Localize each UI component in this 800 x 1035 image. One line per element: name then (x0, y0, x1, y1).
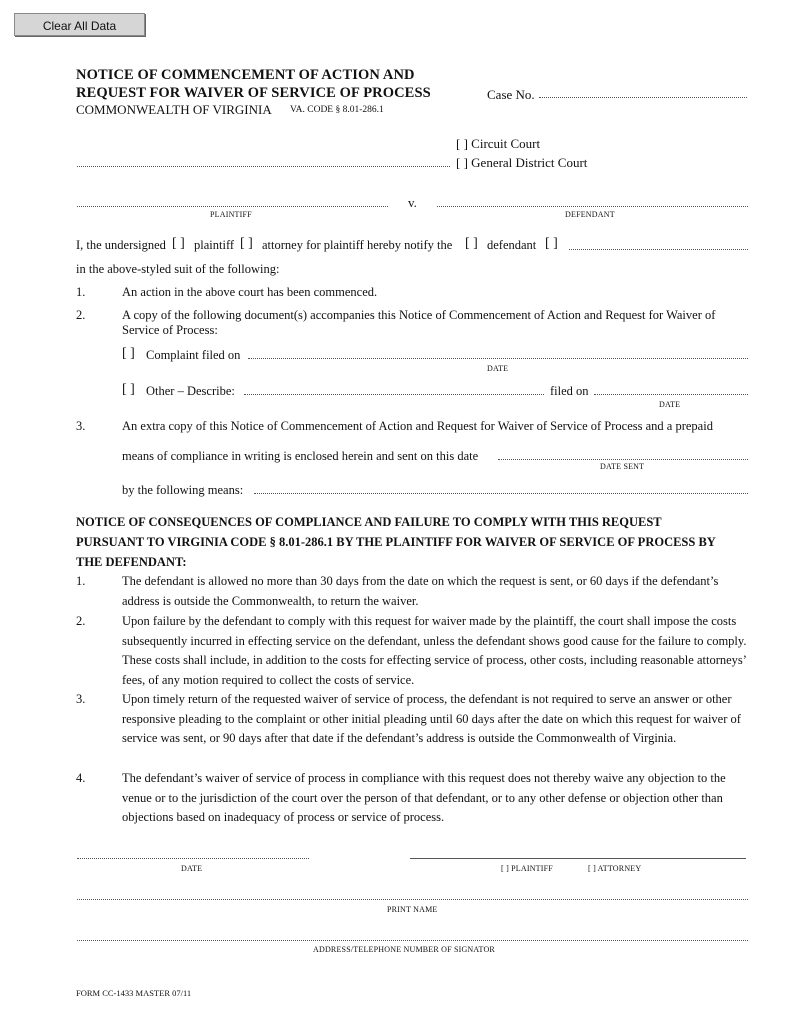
item-2-text-line2: Service of Process: (122, 323, 218, 337)
item-number: 3. (76, 692, 86, 706)
other-party-field[interactable] (569, 249, 748, 250)
versus-label: v. (408, 195, 417, 210)
item-number: 2. (76, 308, 86, 322)
print-name-caption: PRINT NAME (387, 905, 438, 914)
complaint-date-field[interactable] (248, 358, 748, 359)
item-2-text-line1: A copy of the following document(s) accompanies this Notice of Commencement of Action and Request for Waiver of (122, 308, 716, 322)
signer-plaintiff-checkbox[interactable]: [ ] PLAINTIFF (501, 864, 553, 873)
district-court-checkbox[interactable]: [ ] General District Court (456, 155, 588, 170)
defendant-caption: DEFENDANT (565, 210, 615, 219)
other-document-checkbox[interactable]: [ ] (122, 382, 135, 397)
other-party-checkbox[interactable]: [ ] (545, 236, 558, 251)
consequences-heading-line2: PURSUANT TO VIRGINIA CODE § 8.01-286.1 BY THE PLAINTIFF FOR WAIVER OF SERVICE OF PROCESS BY (76, 535, 716, 549)
plaintiff-checkbox[interactable]: [ ] (172, 236, 185, 251)
other-describe-field[interactable] (244, 394, 544, 395)
date-sent-caption: DATE SENT (600, 462, 645, 471)
defendant-field[interactable] (437, 206, 748, 207)
circuit-court-checkbox[interactable]: [ ] Circuit Court (456, 136, 541, 151)
item-number: 1. (76, 574, 86, 588)
clear-all-data-button[interactable]: Clear All Data (14, 13, 145, 36)
form-title-line2: REQUEST FOR WAIVER OF SERVICE OF PROCESS (76, 85, 431, 101)
other-date-caption: DATE (659, 400, 681, 409)
va-code-label: VA. CODE § 8.01-286.1 (290, 105, 384, 115)
plaintiff-caption: PLAINTIFF (210, 210, 252, 219)
signature-field[interactable] (410, 858, 746, 859)
signature-date-field[interactable] (77, 858, 309, 859)
complaint-label: Complaint filed on (146, 348, 241, 362)
date-sent-field[interactable] (498, 459, 748, 460)
address-caption: ADDRESS/TELEPHONE NUMBER OF SIGNATOR (313, 945, 495, 954)
attorney-option-label: attorney for plaintiff hereby notify the (262, 238, 453, 252)
means-label: by the following means: (122, 483, 244, 497)
form-title-line1: NOTICE OF COMMENCEMENT OF ACTION AND (76, 67, 415, 83)
print-name-field[interactable] (77, 899, 748, 900)
item-number: 4. (76, 771, 86, 785)
consequence-2-text: Upon failure by the defendant to comply with this request for waiver made by the plaintiff, the court shall impose the costs subsequently incurred in effecting service on the defendant, unless the defendant shows good cause for the failure to comply. These costs shall include, in addition to the costs for effecting service of process, other costs, including reasonable attorneys’ fees, of any motion required to collect the costs of service. (122, 614, 747, 687)
signature-date-caption: DATE (181, 864, 203, 873)
item-number: 3. (76, 419, 86, 433)
above-styled-text: in the above-styled suit of the following: (76, 262, 280, 276)
case-no-label: Case No. (487, 87, 535, 102)
defendant-option-label: defendant (487, 238, 537, 252)
plaintiff-option-label: plaintiff (194, 238, 235, 252)
plaintiff-field[interactable] (77, 206, 388, 207)
attorney-checkbox[interactable]: [ ] (240, 236, 253, 251)
consequence-1-text: The defendant is allowed no more than 30 days from the date on which the request is sent, or 60 days if the defendant’s address is outside the Commonwealth, to return the waiver. (122, 574, 719, 608)
item-number: 2. (76, 614, 86, 628)
item-3-text-line2: means of compliance in writing is enclosed herein and sent on this date (122, 449, 479, 463)
case-no-field[interactable] (539, 97, 747, 98)
consequence-3-text: Upon timely return of the requested waiver of service of process, the defendant is not required to serve an answer or other responsive pleading to the complaint or other initial pleading until 60 days after the date on which this request for waiver of service was sent, or 90 days after that date if the defendant’s address is outside the Commonwealth of Virginia. (122, 692, 741, 745)
item-1-text: An action in the above court has been commenced. (122, 285, 378, 299)
court-name-field[interactable] (77, 166, 450, 167)
consequences-heading-line1: NOTICE OF CONSEQUENCES OF COMPLIANCE AND FAILURE TO COMPLY WITH THIS REQUEST (76, 515, 662, 529)
consequence-4-text: The defendant’s waiver of service of process in compliance with this request does not thereby waive any objection to the venue or to the jurisdiction of the court over the person of that defendant, or to any other defense or objection other than objections based on inadequacy of process or service of process. (122, 771, 726, 824)
form-number: FORM CC-1433 MASTER 07/11 (76, 988, 192, 998)
item-3-text-line1: An extra copy of this Notice of Commencement of Action and Request for Waiver of Service of Process and a prepaid (122, 419, 713, 433)
filed-on-label: filed on (550, 384, 589, 398)
undersigned-text: I, the undersigned (76, 238, 166, 252)
item-number: 1. (76, 285, 86, 299)
complaint-checkbox[interactable]: [ ] (122, 346, 135, 361)
address-field[interactable] (77, 940, 748, 941)
commonwealth-label: COMMONWEALTH OF VIRGINIA (76, 102, 272, 117)
signer-attorney-checkbox[interactable]: [ ] ATTORNEY (588, 864, 642, 873)
other-filed-date-field[interactable] (594, 394, 748, 395)
defendant-checkbox[interactable]: [ ] (465, 236, 478, 251)
consequences-heading-line3: THE DEFENDANT: (76, 555, 187, 569)
other-describe-label: Other – Describe: (146, 384, 235, 398)
complaint-date-caption: DATE (487, 364, 509, 373)
means-field[interactable] (254, 493, 748, 494)
